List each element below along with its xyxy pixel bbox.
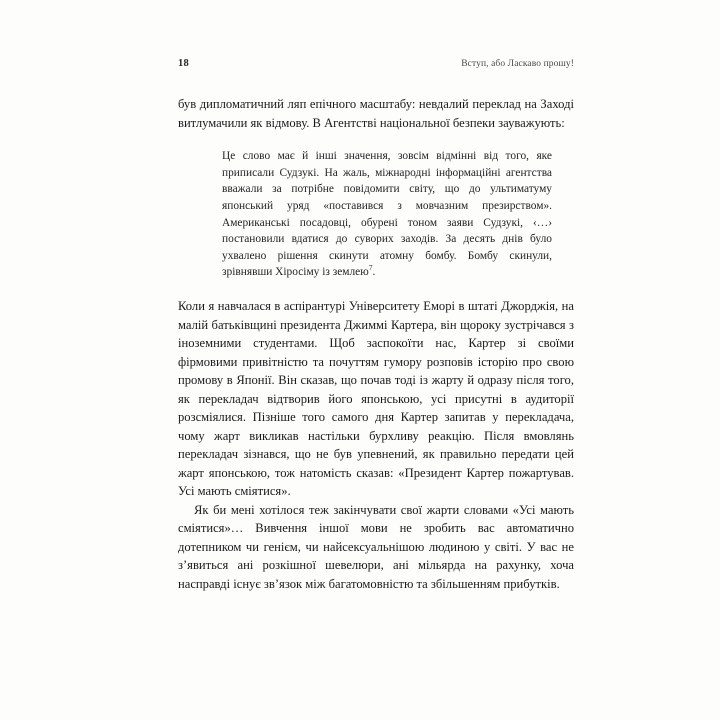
- page-number: 18: [178, 58, 189, 69]
- page-content: [178, 58, 574, 593]
- block-quote-text: [222, 148, 552, 281]
- running-head: [178, 58, 574, 69]
- body-text: [178, 95, 574, 593]
- paragraph-continued: був дипломатичний ляп епічного масштабу: невдалий переклад на Заході витлумачили як відмову. В Агентстві національної безпеки зауважують:: [178, 97, 574, 130]
- paragraph-final: Як би мені хотілося теж закінчувати свої жарти словами «Усі мають сміятися»… Вивчення іншої мови не зробить вас автоматично дотепником чи генієм, чи найсексуальнішою людиною у світі. У вас не з’явиться ані розкішної шевелюри, ані мільярда на рахунку, хоча насправді існує зв’язок між багатомовністю та збільшенням прибутків.: [178, 502, 574, 591]
- block-quote-period: .: [372, 266, 376, 279]
- running-head-title: Вступ, або Ласкаво прошу!: [461, 59, 574, 69]
- block-quote-body: Це слово має й інші значення, зовсім відмінні від того, яке приписали Судзукі. На жаль, міжнародні інформаційні агентства вважали за потрібне повідомити світу, що до ультиматуму японський уряд «поставився з мовчазним презирством». Американські посадовці, обурені тоном заяви Судзукі, ‹…› постановили вдатися до суворих заходів. За десять днів було ухвалено рішення скинути атомну бомбу. Бомбу скинули, зрівнявши Хіросіму із землею: [222, 150, 552, 279]
- footnote-reference: 7: [368, 263, 373, 273]
- block-quote: [222, 148, 552, 281]
- paragraph-carter: Коли я навчалася в аспірантурі Університету Еморі в штаті Джорджія, на малій батьківщині президента Джиммі Картера, він щороку зустрічався з іноземними студентами. Щоб заспокоїти нас, Картер зі своїми фірмовими привітністю та почуттям гумору розповів історію про свою промову в Японії. Він сказав, що почав тоді із жарту й одразу після того, як перекладач відтворив його японською, усі присутні в аудиторії розсміялися. Пізніше того самого дня Картер запитав у перекладача, чому жарт викликав настільки бурхливу реакцію. Після вмовлянь перекладач зізнався, що не був упевнений, як правильно передати цей жарт японською, тож натомість сказав: «Президент Картер пожартував. Усі мають сміятися».: [178, 299, 574, 499]
